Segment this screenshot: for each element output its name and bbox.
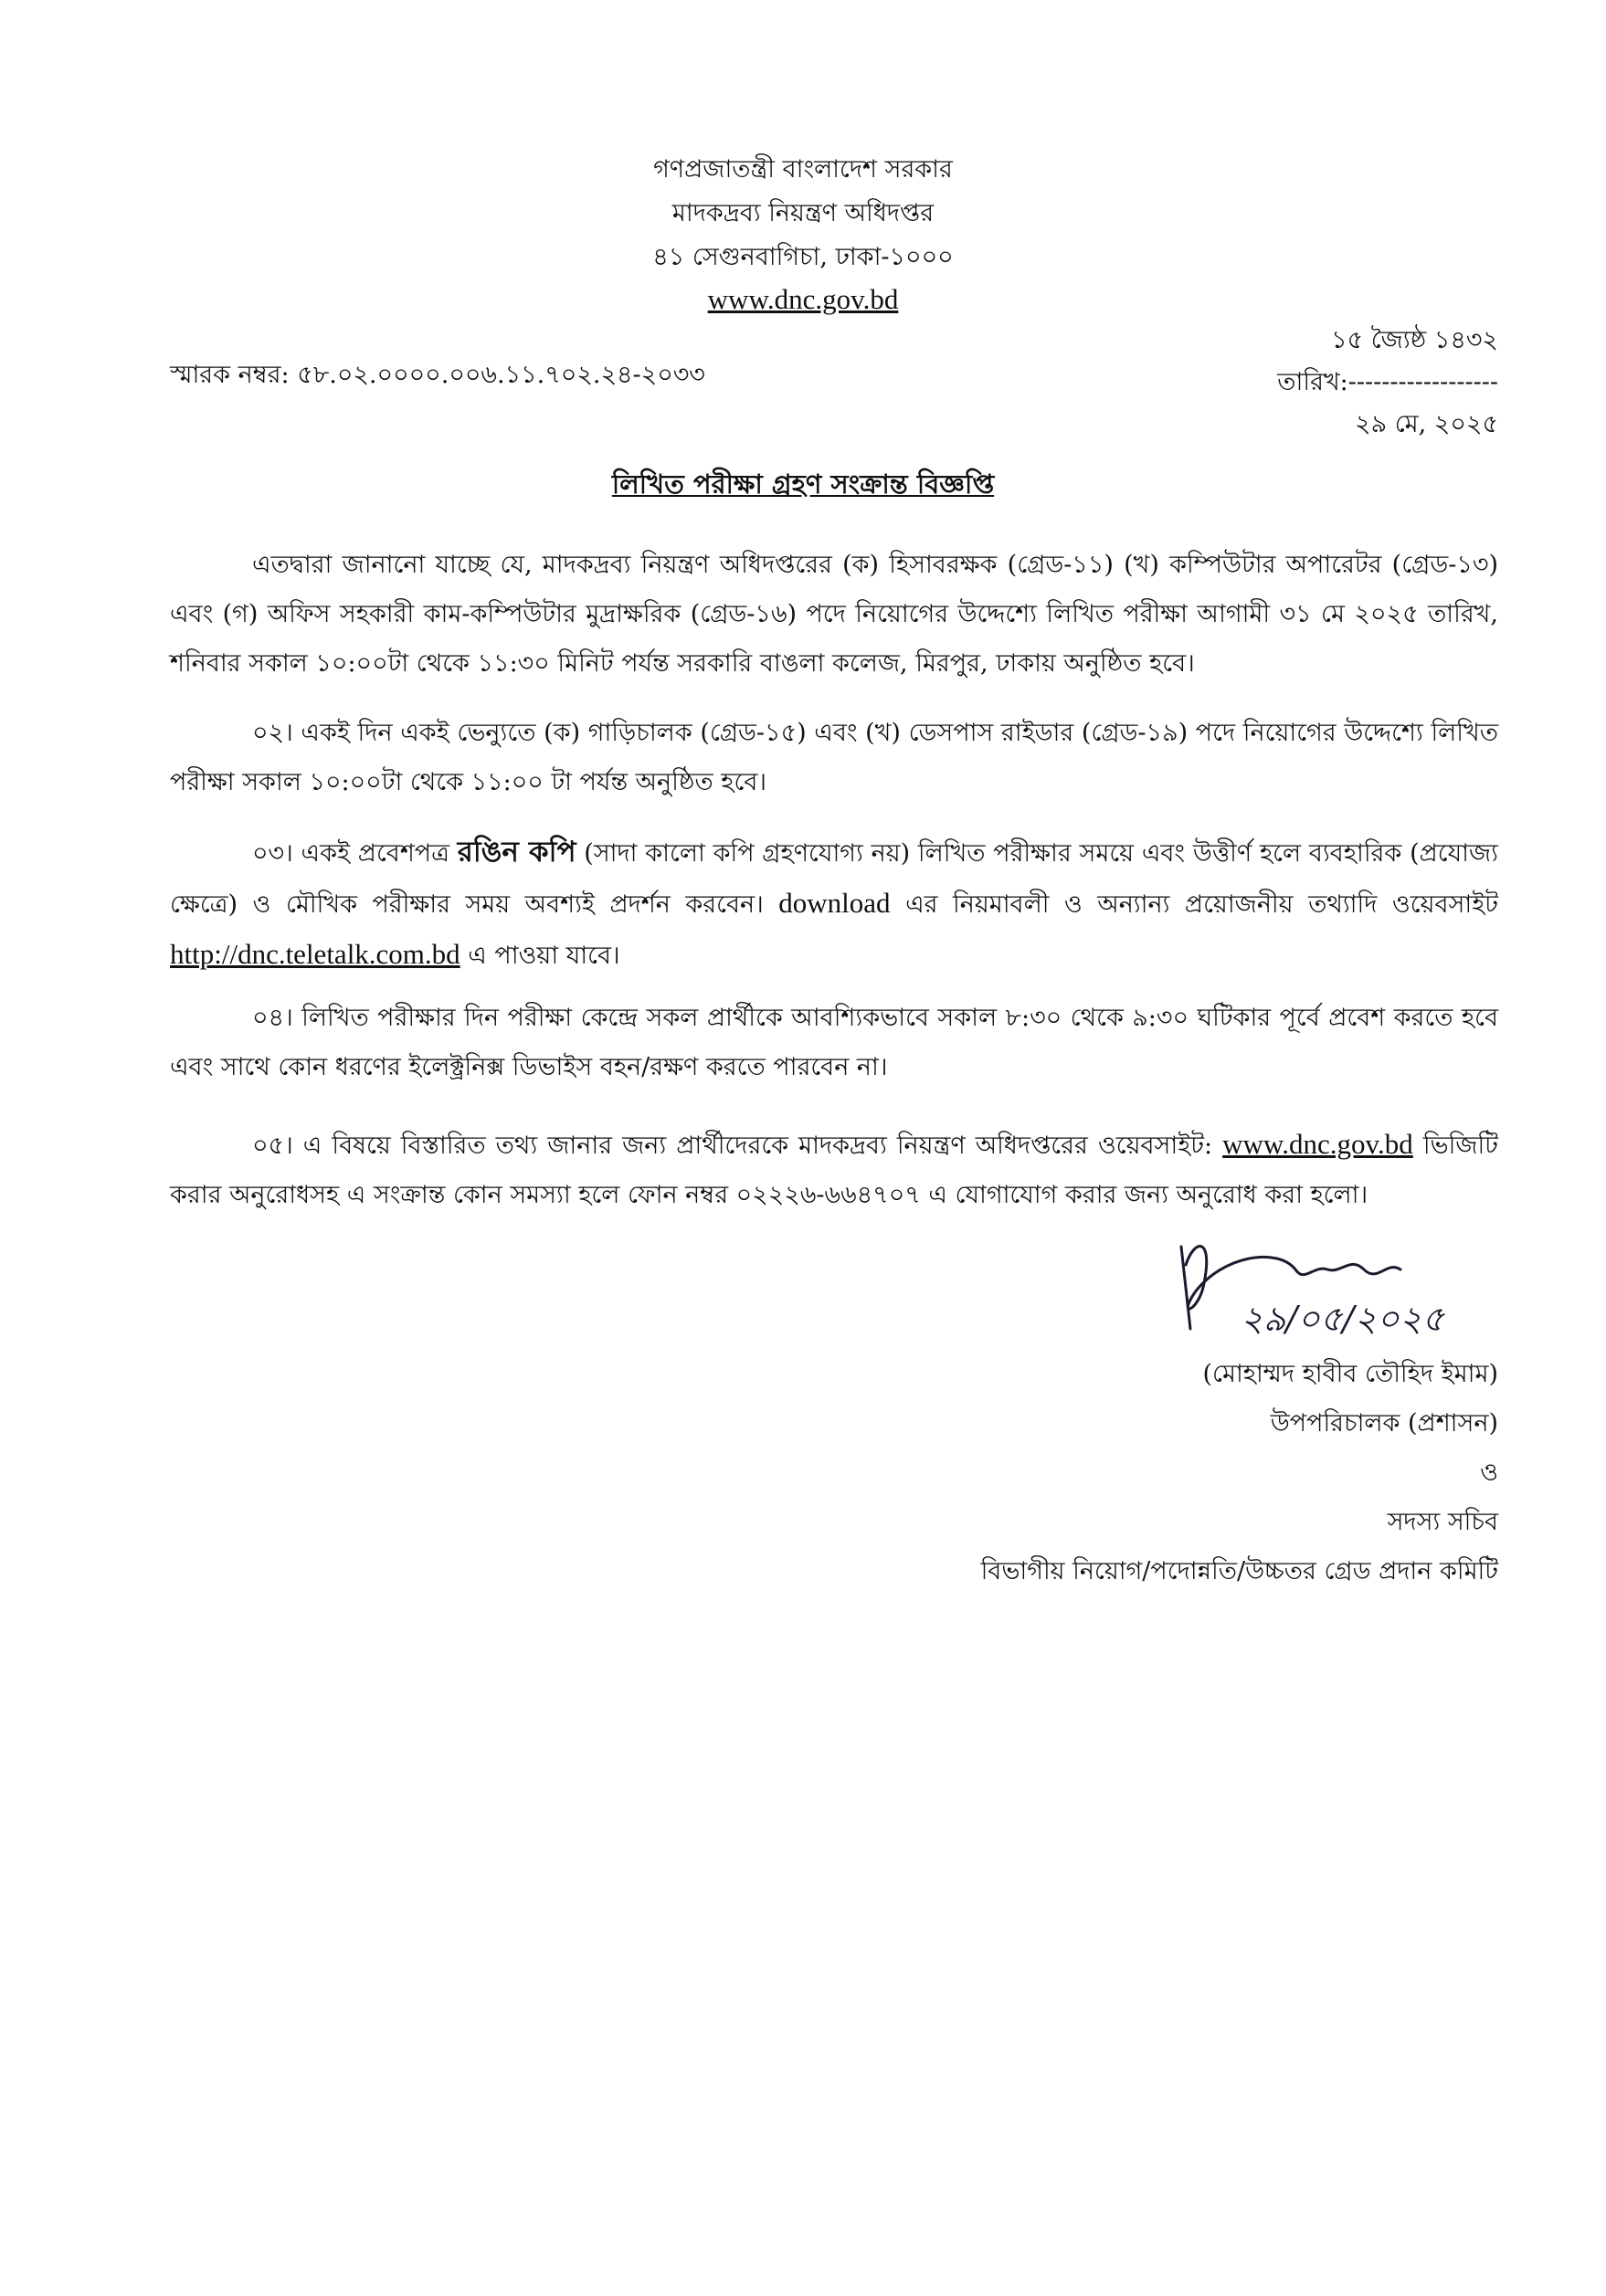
- signature-date: ২৯/০৫/২০২৫: [1241, 1299, 1445, 1339]
- signatory-role: সদস্য সচিব: [1387, 1508, 1498, 1536]
- date-label: তারিখ:------------------: [1277, 368, 1498, 396]
- office-header-government: গণপ্রজাতন্ত্রী বাংলাদেশ সরকার: [653, 155, 953, 184]
- signatory-committee: বিভাগীয় নিয়োগ/পদোন্নতি/উচ্চতর গ্রেড প্রদান কমিটি: [980, 1557, 1498, 1585]
- memo-number: ৫৮.০২.০০০০.০০৬.১১.৭০২.২৪-২০৩৩: [297, 361, 705, 389]
- office-header-department: মাদকদ্রব্য নিয়ন্ত্রণ অধিদপ্তর: [671, 199, 935, 227]
- p5-intro: ০৫। এ বিষয়ে বিস্তারিত তথ্য জানার জন্য প্রার্থীদেরকে মাদকদ্রব্য নিয়ন্ত্রণ অধিদপ্তরের ওয়েবসাইট:: [252, 1132, 1213, 1160]
- notice-title: লিখিত পরীক্ষা গ্রহণ সংক্রান্ত বিজ্ঞপ্তি: [611, 469, 995, 500]
- teletalk-link[interactable]: http://dnc.teletalk.com.bd: [170, 938, 460, 970]
- date-bangla: ১৫ জ্যৈষ্ঠ ১৪৩২: [1331, 326, 1498, 354]
- p3-middle: (সাদা কালো কপি গ্রহণযোগ্য নয়) লিখিত পরীক্ষার সময়ে এবং উত্তীর্ণ হলে ব্যবহারিক (প্রযোজ্য ক্ষেত্রে) ও মৌখিক পরীক্ষার সময় অবশ্যই প্রদর্শন করবেন।: [170, 839, 1498, 919]
- office-header-address: ৪১ সেগুনবাগিচা, ঢাকা-১০০০: [652, 243, 954, 271]
- office-header-website: [0, 285, 1606, 313]
- date-block: [1277, 320, 1498, 446]
- p3-color-copy: রঙিন কপি: [457, 836, 576, 869]
- paragraph-1: এতদ্বারা জানানো যাচ্ছে যে, মাদকদ্রব্য নিয়ন্ত্রণ অধিদপ্তরের (ক) হিসাবরক্ষক (গ্রেড-১১) (খ) কম্পিউটার অপারেটর (গ্রেড-১৩) এবং (গ) অফিস সহকারী কাম-কম্পিউটার মুদ্রাক্ষরিক (গ্রেড-১৬) পদে নিয়োগের উদ্দেশ্যে লিখিত পরীক্ষা আগামী ৩১ মে ২০২৫ তারিখ, শনিবার সকাল ১০:০০টা থেকে ১১:৩০ মিনিট পর্যন্ত সরকারি বাঙলা কলেজ, মিরপুর, ঢাকায় অনুষ্ঠিত হবে।: [170, 551, 1498, 678]
- memo-label: স্মারক নম্বর:: [170, 361, 290, 389]
- signatory-name: (মোহাম্মদ হাবীব তৌহিদ ইমাম): [1202, 1360, 1498, 1388]
- p5-end: ভিজিটি করার অনুরোধসহ এ সংক্রান্ত কোন সমস্যা হলে ফোন নম্বর ০২২২৬-৬৬৪৭০৭ এ যোগাযোগ করার জন্য অনুরোধ করা হলো।: [170, 1132, 1498, 1209]
- p3-intro: ০৩। একই প্রবেশপত্র: [252, 839, 449, 868]
- paragraph-4: ০৪। লিখিত পরীক্ষার দিন পরীক্ষা কেন্দ্রে সকল প্রার্থীকে আবশ্যিকভাবে সকাল ৮:৩০ থেকে ৯:৩০ ঘটিকার পূর্বে প্রবেশ করতে হবে এবং সাথে কোন ধরণের ইলেক্ট্রনিক্স ডিভাইস বহন/রক্ষণ করতে পারবেন না।: [170, 1004, 1498, 1081]
- paragraph-5: [170, 1120, 1498, 1220]
- memo-reference: [170, 356, 705, 397]
- signature-block: [981, 1350, 1498, 1596]
- handwritten-signature-icon: [1168, 1228, 1460, 1347]
- header-website-link[interactable]: www.dnc.gov.bd: [707, 283, 899, 315]
- p3-end: এ পাওয়া যাবে।: [468, 942, 620, 970]
- signatory-designation: উপপরিচালক (প্রশাসন): [1270, 1409, 1498, 1438]
- paragraph-3: [170, 827, 1498, 981]
- p3-download: download: [778, 887, 891, 919]
- signatory-conjunction: ও: [1480, 1459, 1498, 1487]
- signature-mark: [1168, 1228, 1460, 1351]
- date-gregorian: ২৯ মে, ২০২৫: [1355, 410, 1498, 438]
- paragraph-2: ০২। একই দিন একই ভেন্যুতে (ক) গাড়িচালক (গ্রেড-১৫) এবং (খ) ডেসপাস রাইডার (গ্রেড-১৯) পদে নিয়োগের উদ্দেশ্যে লিখিত পরীক্ষা সকাল ১০:০০টা থেকে ১১:০০ টা পর্যন্ত অনুষ্ঠিত হবে।: [170, 719, 1498, 796]
- dnc-website-link[interactable]: www.dnc.gov.bd: [1222, 1128, 1413, 1160]
- p3-info: এর নিয়মাবলী ও অন্যান্য প্রয়োজনীয় তথ্যাদি ওয়েবসাইট: [905, 890, 1498, 919]
